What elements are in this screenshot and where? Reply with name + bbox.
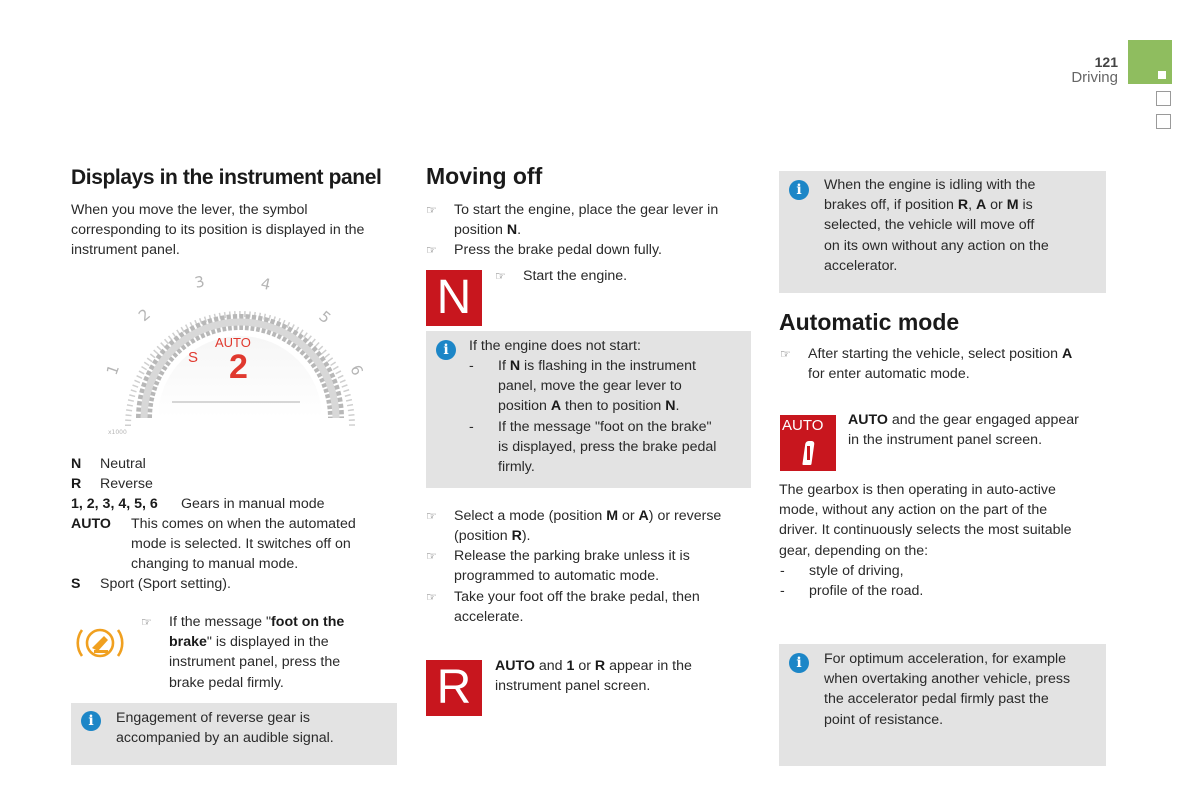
bullet-icon: ☞ xyxy=(780,347,791,361)
foot-on-brake-warning-icon xyxy=(74,624,126,662)
gauge-auto-label: AUTO xyxy=(215,335,251,350)
gauge-tick-1: 1 xyxy=(102,362,124,378)
legend-s: S Sport (Sport setting). xyxy=(71,576,231,592)
list-item-driving-style: - style of driving, xyxy=(780,563,904,579)
step-foot-off-brake: ☞ Take your foot off the brake pedal, then accelerate. xyxy=(426,587,700,627)
section-tab-active[interactable] xyxy=(1128,40,1172,84)
legend-r: R Reverse xyxy=(71,476,153,492)
info-box-engine-not-start: i If the engine does not start: - If N is flashing in the instrument panel, move the gear lever to position A then to position N. - If the message "foot on the brake" is displayed, press the brake pedal firmly. xyxy=(426,331,751,488)
section-tab-2[interactable] xyxy=(1156,91,1171,106)
gauge-small-label: x1000 xyxy=(108,429,127,436)
gauge-s-label: S xyxy=(188,349,199,366)
section-tab-3[interactable] xyxy=(1156,114,1171,129)
step-select-mode: ☞ Select a mode (position M or A) or reverse (position R). xyxy=(426,506,721,546)
info-icon: i xyxy=(81,711,101,731)
auto-symbol: AUTO xyxy=(780,415,836,471)
gauge-tick-6: 6 xyxy=(346,362,367,379)
legend-n: N Neutral xyxy=(71,456,146,472)
heading-displays: Displays in the instrument panel xyxy=(71,166,382,189)
gauge-tick-2: 2 xyxy=(135,305,154,326)
bullet-icon: ☞ xyxy=(426,243,437,257)
section-title: Driving xyxy=(1071,69,1118,86)
legend-auto-cont1: mode is selected. It switches off on xyxy=(131,536,351,552)
info-icon: i xyxy=(789,180,809,200)
gauge-tick-5: 5 xyxy=(315,307,335,328)
legend-auto: AUTO This comes on when the automated xyxy=(71,516,356,532)
legend-auto-cont2: changing to manual mode. xyxy=(131,556,299,572)
list-item-road-profile: - profile of the road. xyxy=(780,583,924,599)
heading-automatic-mode: Automatic mode xyxy=(779,309,960,335)
info-icon: i xyxy=(436,340,456,360)
heading-moving-off: Moving off xyxy=(426,163,543,189)
gauge-tick-4: 4 xyxy=(259,274,273,294)
displays-intro: When you move the lever, the symbol corresponding to its position is displayed in the instrument panel. xyxy=(71,202,365,259)
foot-brake-note: ☞ If the message "foot on the brake" is displayed in the instrument panel, press the brake pedal firmly. xyxy=(141,612,344,693)
bullet-icon: ☞ xyxy=(495,269,506,283)
bullet-icon: ☞ xyxy=(141,615,152,629)
info-box-reverse: i Engagement of reverse gear is accompanied by an audible signal. xyxy=(71,703,397,765)
gear-n-symbol: N xyxy=(426,270,482,326)
gear-r-symbol: R xyxy=(426,660,482,716)
step-release-parking-brake: ☞ Release the parking brake unless it is programmed to automatic mode. xyxy=(426,546,690,586)
info-icon: i xyxy=(789,653,809,673)
legend-gears: 1, 2, 3, 4, 5, 6 Gears in manual mode xyxy=(71,496,325,512)
step-press-brake: ☞ Press the brake pedal down fully. xyxy=(426,240,662,260)
gauge-gear-digit: 2 xyxy=(229,348,248,386)
bullet-icon: ☞ xyxy=(426,549,437,563)
instrument-panel-gauge xyxy=(100,268,380,440)
gauge-tick-3: 3 xyxy=(193,272,207,292)
page-number: 121 xyxy=(1094,54,1118,70)
gearbox-description: The gearbox is then operating in auto-active mode, without any action on the part of the driver. It continuously selects the most suitable gear, depending on the: xyxy=(779,482,1072,559)
bullet-icon: ☞ xyxy=(426,509,437,523)
step-place-lever: ☞ To start the engine, place the gear lever in position N. xyxy=(426,200,718,240)
bullet-icon: ☞ xyxy=(426,590,437,604)
info-box-idling: i When the engine is idling with the brakes off, if position R, A or M is selected, the vehicle will move off on its own without any action on the accelerator. xyxy=(779,171,1106,293)
auto-display-text: AUTO and the gear engaged appear in the instrument panel screen. xyxy=(848,412,1079,449)
tab-marker-icon xyxy=(1158,71,1166,79)
r-display-text: AUTO and 1 or R appear in the instrument panel screen. xyxy=(495,658,692,695)
bullet-icon: ☞ xyxy=(426,203,437,217)
step-select-a: ☞ After starting the vehicle, select position A for enter automatic mode. xyxy=(780,344,1072,384)
step-start-engine: ☞ Start the engine. xyxy=(495,266,627,286)
info-box-acceleration: i For optimum acceleration, for example when overtaking another vehicle, press the accelerator pedal firmly past the point of resistance. xyxy=(779,644,1106,766)
